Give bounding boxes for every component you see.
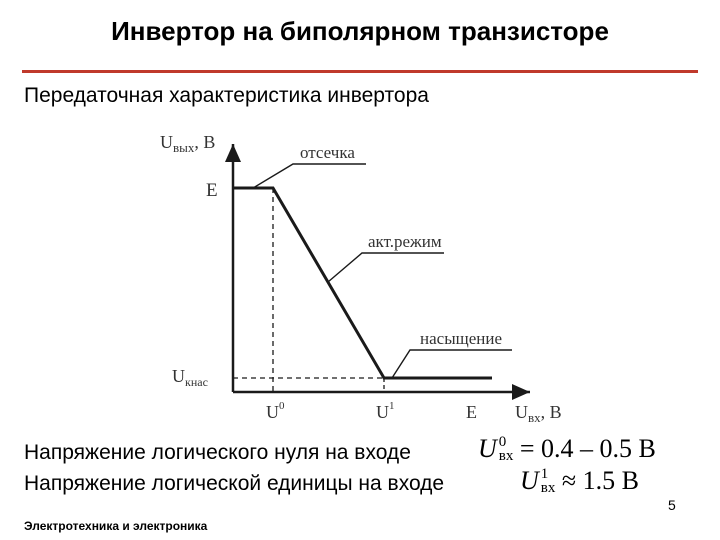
logic-one-symbol: U [520,466,539,495]
footer-text: Электротехника и электроника [24,519,208,533]
x-tick-u1: $U^1$ [376,400,395,422]
active-leader-line [328,253,444,282]
logic-one-sup: 1 [540,466,549,483]
page-number: 5 [668,497,676,513]
logic-zero-sub: вх [498,448,514,465]
logic-zero-text: Напряжение логического нуля на входе [24,441,411,464]
slide-subtitle: Передаточная характеристика инвертора [24,84,429,107]
x-tick-e: E [466,402,477,422]
logic-zero-sup: 0 [498,434,507,451]
logic-one-text: Напряжение логической единицы на входе [24,472,445,495]
logic-zero-relation: = 0.4 – 0.5 В [519,434,656,463]
y-tick-e: E [206,180,218,201]
cutoff-leader-line [253,164,366,188]
slide-title: Инвертор на биполярном транзисторе [111,16,609,46]
logic-zero-symbol: U [478,434,497,463]
logic-one-sub: вх [540,480,556,497]
logic-one-relation: ≈ 1.5 В [561,466,639,495]
logic-zero-formula [478,434,656,465]
x-tick-u0: $U^0$ [266,400,285,422]
saturation-label: насыщение [420,329,502,348]
y-axis-label: $U_{вых}$, В [160,132,216,155]
cutoff-label: отсечка [300,143,355,162]
saturation-leader-line [392,350,512,378]
active-mode-label: акт.режим [368,232,442,251]
y-tick-uknas: $U_{кнас}$ [172,366,208,389]
logic-one-formula [520,466,639,497]
x-axis-label: $U_{вх}$, В [515,402,562,425]
